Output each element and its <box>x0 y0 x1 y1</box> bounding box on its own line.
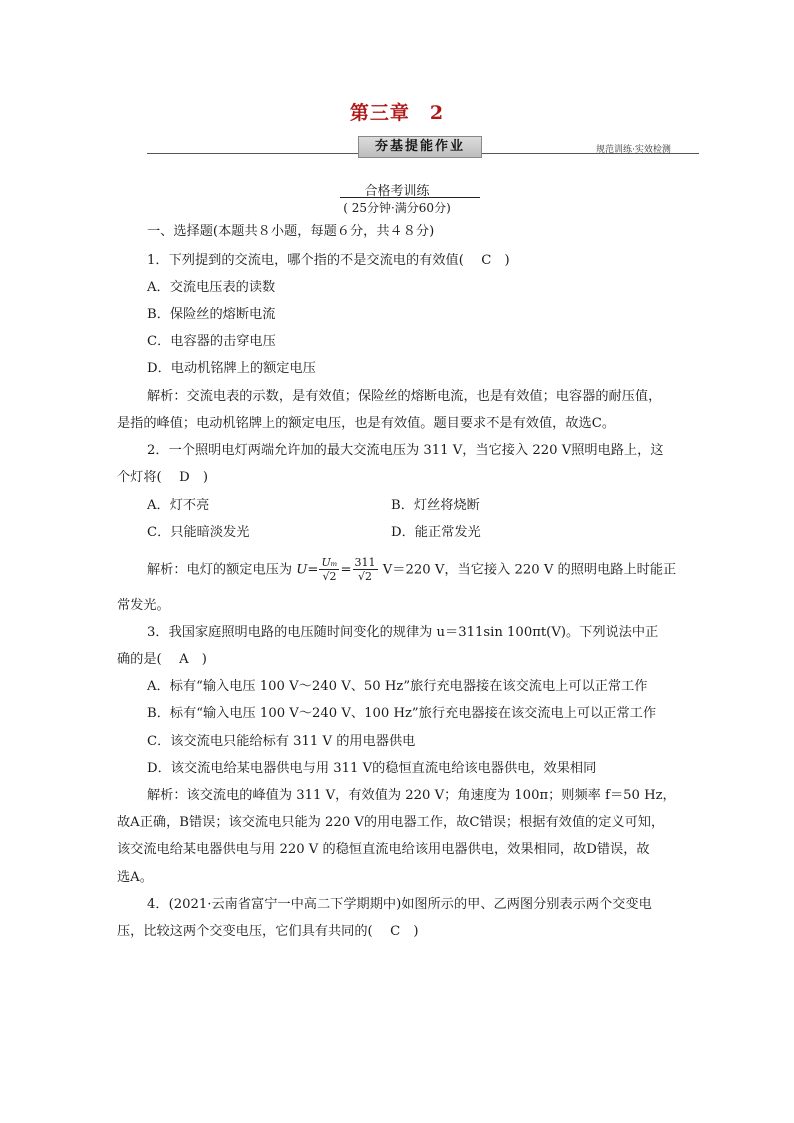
question-3-stem-line: 确的是( A ) <box>117 652 207 667</box>
part-heading: 一、选择题(本题共８小题，每题６分，共４８分) <box>147 224 435 239</box>
fraction-numerator: Uₘ <box>321 556 338 569</box>
question-2-stem-line: 个灯将( D ) <box>117 470 208 485</box>
analysis-text: 解析：电灯的额定电压为 <box>147 562 297 578</box>
question-1-option-c: C．电容器的击穿电压 <box>147 334 276 349</box>
question-2-analysis-line <box>147 557 676 583</box>
question-2-option-b: B．灯丝将烧断 <box>391 498 480 513</box>
fraction-numerator: 311 <box>354 556 376 569</box>
section-subtitle: ( 25分钟·满分60分) <box>343 201 451 215</box>
question-1-option-d: D．电动机铭牌上的额定电压 <box>147 361 316 376</box>
question-1-option-b: B．保险丝的熔断电流 <box>147 307 276 322</box>
question-2-stem-line: 2．一个照明电灯两端允许加的最大交流电压为 311 V，当它接入 220 V照明电路上，这 <box>147 443 664 458</box>
question-3-option-d: D．该交流电给某电器供电与用 311 V的稳恒直流电给该电器供电，效果相同 <box>147 761 597 776</box>
question-3-analysis-line: 解析：该交流电的峰值为 311 V，有效值为 220 V；角速度为 100π；则频率 f＝50 Hz， <box>147 788 676 803</box>
question-3-analysis-line: 该交流电给某电器供电与用 220 V 的稳恒直流电给该用电器供电，效果相同，故D错误，故 <box>117 842 650 857</box>
question-3-stem-line: 3．我国家庭照明电路的电压随时间变化的规律为 u＝311sin 100πt(V)。下列说法中正 <box>147 625 659 640</box>
voltage-symbol: U <box>296 562 308 578</box>
equals-sign: = <box>307 562 319 578</box>
fraction-denominator: √2 <box>358 570 373 583</box>
question-1-analysis-line: 解析：交流电表的示数，是有效值；保险丝的熔断电流，也是有效值；电容器的耐压值， <box>147 389 662 404</box>
question-2-analysis-line: 常发光。 <box>117 598 170 613</box>
section-title: 合格考训练 <box>364 184 430 199</box>
chapter-title: 第三章 2 <box>349 102 445 124</box>
question-4-stem-line: 4．(2021·云南省富宁一中高二下学期期中)如图所示的甲、乙两图分别表示两个交变电 <box>147 897 652 912</box>
question-3-analysis-line: 选A。 <box>117 870 153 885</box>
question-2-option-d: D．能正常发光 <box>391 525 481 540</box>
analysis-text: V＝220 V，当它接入 220 V 的照明电路上时能正 <box>378 562 677 578</box>
homework-banner: 夯基提能作业 <box>358 136 482 158</box>
question-2-option-c: C．只能暗淡发光 <box>147 525 250 540</box>
question-3-option-a: A．标有“输入电压 100 V～240 V、50 Hz”旅行充电器接在该交流电上可以正常工作 <box>147 679 648 694</box>
fraction-311-over-root2 <box>353 557 378 583</box>
question-1-analysis-line: 是指的峰值；电动机铭牌上的额定电压，也是有效值。题目要求不是有效值，故选C。 <box>117 416 616 431</box>
question-3-option-b: B．标有“输入电压 100 V～240 V、100 Hz”旅行充电器接在该交流电上可以正常工作 <box>147 706 657 721</box>
question-2-option-a: A．灯不亮 <box>147 498 210 513</box>
question-1-option-a: A．交流电压表的读数 <box>147 280 276 295</box>
question-3-analysis-line: 故A正确，B错误；该交流电只能为 220 V的用电器工作，故C错误；根据有效值的定义可知， <box>117 815 665 830</box>
section-divider <box>340 197 480 198</box>
header-tagline: 规范训练·实效检测 <box>596 145 671 155</box>
fraction-denominator: √2 <box>322 570 337 583</box>
equals-sign: = <box>340 562 352 578</box>
question-1-stem: 1．下列提到的交流电，哪个指的不是交流电的有效值( C ) <box>147 253 510 268</box>
fraction-peak-over-root2 <box>319 557 339 583</box>
question-4-stem-line: 压，比较这两个交变电压，它们具有共同的( C ) <box>117 924 419 939</box>
question-3-option-c: C．该交流电只能给标有 311 V 的用电器供电 <box>147 734 416 749</box>
